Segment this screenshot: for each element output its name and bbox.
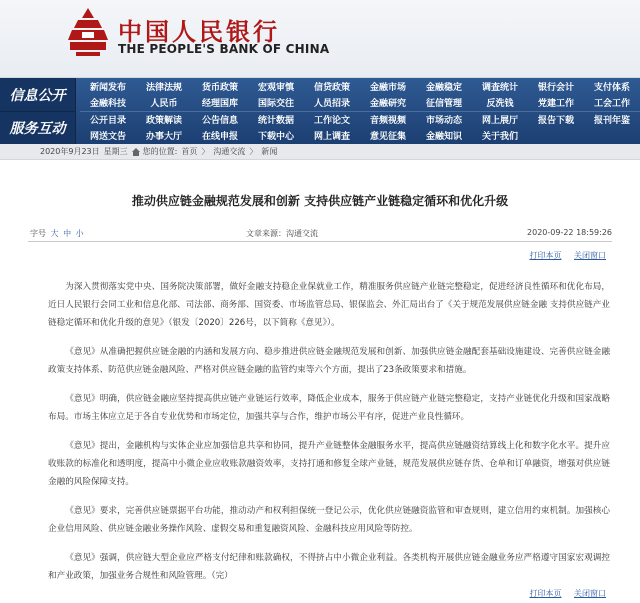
nav-section-info-disclosure[interactable]: 信息公开 [0,78,76,111]
font-size-large-link[interactable]: 大 [50,229,59,238]
logo-english-name: THE PEOPLE'S BANK OF CHINA [118,42,330,56]
current-date: 2020年9月23日 [40,147,100,156]
nav-link[interactable]: 宏观审慎 [257,82,294,93]
nav-link[interactable]: 金融稳定 [425,82,462,93]
breadcrumb [0,144,640,160]
site-header [0,0,640,78]
article-source: 文章来源：沟通交流 [246,229,318,238]
nav-link[interactable]: 国际交往 [257,99,294,110]
location-icon [132,148,140,156]
font-size-medium-link[interactable]: 中 [63,229,72,238]
nav-link[interactable]: 金融科技 [89,99,126,110]
main-navigation [0,78,640,144]
close-window-link[interactable]: 关闭窗口 [574,589,606,598]
nav-link[interactable]: 网上展厅 [472,111,528,128]
nav-link[interactable]: 金融研究 [369,99,406,110]
nav-link[interactable]: 下载中心 [257,132,294,143]
nav-link[interactable]: 反洗钱 [486,99,514,110]
nav-link[interactable]: 支付体系 [593,82,630,93]
nav-link[interactable]: 办事大厅 [145,132,182,143]
nav-link[interactable]: 人员招录 [313,99,350,110]
bank-emblem-icon [66,6,110,64]
current-weekday: 星期三 [103,147,128,156]
nav-link[interactable]: 政策解读 [136,111,192,128]
nav-link[interactable]: 网上调查 [313,132,350,143]
meta-divider [28,241,612,242]
print-page-link[interactable]: 打印本页 [529,251,562,260]
breadcrumb-separator: 〉 [201,147,210,156]
nav-link[interactable]: 市场动态 [416,111,472,128]
nav-section-service-interaction[interactable]: 服务互动 [0,111,76,144]
article-paragraph: 《意见》提出，金融机构与实体企业应加强信息共享和协同，提升产业链整体金融服务水平，提高供应链融资结算线上化和数字化水平。提升应收账款的标准化和透明度，提高中小微企业应收账款融资效率，支持打通和修复全球产业链，规范发展供应链存货、仓单和订单融资，增强对供应链金融的风险保障支持。 [48,441,610,487]
nav-link[interactable]: 新闻发布 [89,82,126,93]
close-window-link[interactable]: 关闭窗口 [574,251,606,260]
breadcrumb-level2-link[interactable]: 新闻 [261,147,278,156]
article-actions-top [519,250,606,261]
location-label: 您的位置: [142,147,178,156]
breadcrumb-level1-link[interactable]: 沟通交流 [213,147,246,156]
nav-link[interactable]: 关于我们 [481,132,518,143]
print-page-link[interactable]: 打印本页 [529,589,562,598]
nav-link[interactable]: 金融市场 [369,82,406,93]
font-size-label: 字号 [30,229,46,238]
nav-link[interactable]: 音频视频 [360,111,416,128]
nav-link[interactable]: 报刊年鉴 [584,111,640,128]
article-paragraph: 《意见》要求，完善供应链票据平台功能，推动动产和权利担保统一登记公示，优化供应链融资监管和审查规则，建立信用约束机制。加强核心企业信用风险、供应链金融业务操作风险、虚假交易和重复融资风险、金融科技应用风险等防控。 [48,506,610,534]
nav-link[interactable]: 征信管理 [425,99,462,110]
article-meta [28,226,612,240]
nav-link[interactable]: 意见征集 [369,132,406,143]
nav-link[interactable]: 法律法规 [145,82,182,93]
nav-link[interactable]: 金融知识 [425,132,462,143]
nav-link[interactable]: 银行会计 [537,82,574,93]
logo-chinese-name: 中国人民银行 [118,17,280,46]
nav-link[interactable]: 网送文告 [89,132,126,143]
nav-link[interactable]: 统计数据 [248,111,304,128]
article-title: 推动供应链金融规范发展和创新 支持供应链产业链稳定循环和优化升级 [131,194,509,208]
nav-link[interactable]: 工会工作 [593,99,630,110]
nav-link[interactable]: 货币政策 [201,82,238,93]
breadcrumb-home-link[interactable]: 首页 [181,147,198,156]
article-actions-bottom [519,588,606,599]
nav-link[interactable]: 党建工作 [537,99,574,110]
article-paragraph: 为深入贯彻落实党中央、国务院决策部署，做好金融支持稳企业保就业工作，精准服务供应链产业链完整稳定，促进经济良性循环和优化布局，近日人民银行会同工业和信息化部、司法部、商务部、国资委、市场监管总局、银保监会、外汇局出台了《关于规范发展供应链金融 支持供应链产业链稳定循环和优化升级的意见》（银发〔2020〕226号，以下简称《意见》）。 [48,282,610,328]
nav-links-grid [80,78,640,144]
nav-link[interactable]: 调查统计 [481,82,518,93]
article-datetime: 2020-09-22 18:59:26 [527,228,612,237]
nav-link[interactable]: 经理国库 [201,99,238,110]
nav-link[interactable]: 报告下载 [528,111,584,128]
article-paragraph: 《意见》强调，供应链大型企业应严格支付纪律和账款确权，不得挤占中小微企业利益。各类机构开展供应链金融业务应严格遵守国家宏观调控和产业政策，加强业务合规性和风险管理。（完） [48,553,610,581]
nav-link[interactable]: 人民币 [150,99,178,110]
nav-link[interactable]: 公开目录 [80,111,136,128]
nav-link [528,128,584,145]
nav-link[interactable]: 工作论文 [304,111,360,128]
nav-link[interactable]: 公告信息 [192,111,248,128]
article-container [0,160,640,603]
nav-link [584,128,640,145]
article-paragraph: 《意见》从准确把握供应链金融的内涵和发展方向、稳步推进供应链金融规范发展和创新、加强供应链金融配套基础设施建设、完善供应链金融政策支持体系、防范供应链金融风险、严格对供应链金融的监管约束等六个方面，提出了23条政策要求和措施。 [48,347,610,375]
font-size-small-link[interactable]: 小 [75,229,84,238]
article-paragraph: 《意见》明确，供应链金融应坚持提高供应链产业链运行效率，降低企业成本，服务于供应链产业链完整稳定，支持产业链优化升级和国家战略布局。市场主体应立足于各自专业优势和市场定位，加强共享与合作，维护市场公平有序，促进产业良性循环。 [48,394,610,422]
font-size-controls [30,228,84,239]
article-body [48,278,610,596]
nav-link[interactable]: 信贷政策 [313,82,350,93]
nav-link[interactable]: 在线申报 [201,132,238,143]
breadcrumb-separator: 〉 [249,147,258,156]
